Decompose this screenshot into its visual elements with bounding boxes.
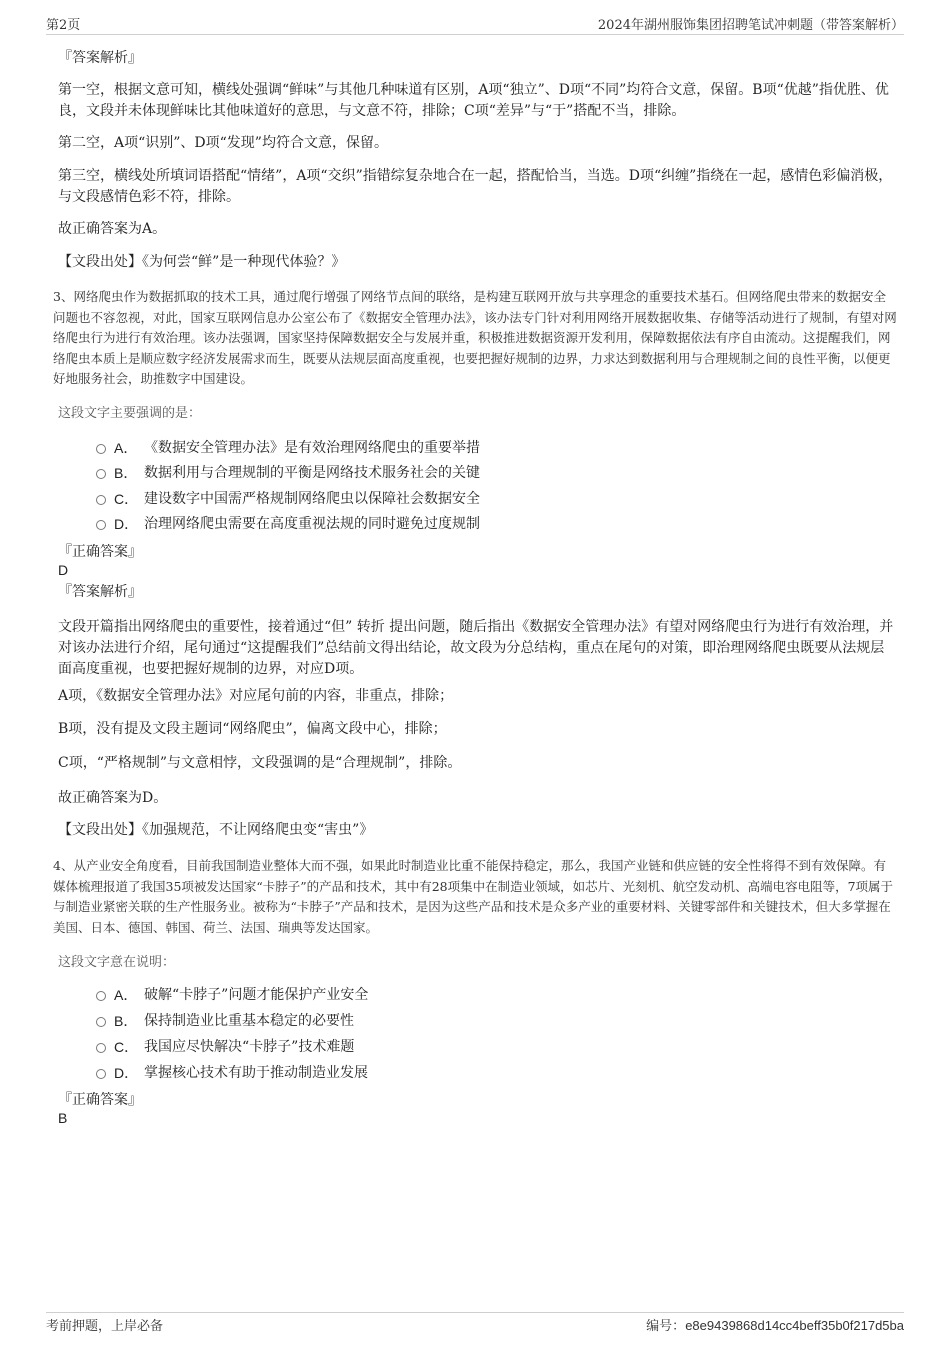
option-text: 掌握核心技术有助于推动制造业发展 (144, 1065, 368, 1081)
radio-button[interactable] (96, 444, 106, 454)
option-key: A． (114, 440, 138, 456)
option-text: 治理网络爬虫需要在高度重视法规的同时避免过度规制 (144, 516, 480, 532)
radio-button[interactable] (96, 1043, 106, 1053)
radio-button[interactable] (96, 1069, 106, 1079)
option-b[interactable] (96, 463, 796, 485)
option-a[interactable] (96, 985, 796, 1007)
option-text: 数据利用与合理规制的平衡是网络技术服务社会的关键 (144, 465, 480, 481)
analysis-conclusion: 故正确答案为D。 (58, 790, 168, 806)
question-prompt: 这段文字主要强调的是： (58, 406, 202, 421)
radio-button[interactable] (96, 495, 106, 505)
radio-button[interactable] (96, 520, 106, 530)
radio-button[interactable] (96, 1017, 106, 1027)
code-value: e8e9439868d14cc4beff35b0f217d5ba (685, 1318, 904, 1333)
analysis-paragraph: 第一空，根据文意可知，横线处强调“鲜味”与其他几种味道有区别，A项“独立”、D项“不同”均符合文意，保留。B项“优越”指优胜、优良，文段并未体现鲜味比其他味道好的意思，与文意不符，排除；C项“差异”与“于”搭配不当，排除。 (58, 82, 889, 119)
analysis-paragraph: 第三空，横线处所填词语搭配“情绪”，A项“交织”指错综复杂地合在一起，搭配恰当，当选。D项“纠缠”指绕在一起，感情色彩偏消极，与文段感情色彩不符，排除。 (58, 168, 893, 205)
option-d[interactable] (96, 1063, 796, 1085)
option-c[interactable] (96, 1037, 796, 1059)
document-code (646, 1315, 904, 1334)
option-a[interactable] (96, 438, 796, 460)
option-text: 我国应尽快解决“卡脖子”技术难题 (144, 1039, 355, 1055)
analysis-paragraph: C项，“严格规制”与文意相悖，文段强调的是“合理规制”，排除。 (58, 755, 462, 771)
correct-answer: D (58, 562, 69, 578)
analysis-paragraph: B项，没有提及文段主题词“网络爬虫”，偏离文段中心，排除； (58, 721, 447, 737)
option-key: D． (114, 1065, 139, 1081)
option-text: 保持制造业比重基本稳定的必要性 (144, 1013, 354, 1029)
option-key: C． (114, 491, 139, 507)
page-header (46, 14, 904, 35)
option-key: C． (114, 1039, 139, 1055)
code-label: 编号： (646, 1318, 686, 1333)
option-text: 建设数字中国需严格规制网络爬虫以保障社会数据安全 (144, 491, 480, 507)
radio-button[interactable] (96, 469, 106, 479)
analysis-paragraph: 文段开篇指出网络爬虫的重要性，接着通过“但” 转折 提出问题，随后指出《数据安全管理办法》有望对网络爬虫行为进行有效治理，并对该办法进行介绍，尾句通过“这提醒我们”总结前文得出结论，故文段为分总结构，重点在尾句的对策，即治理网络爬虫既要从法规层面高度重视，也要把握好规制的边界，对应D项。 (58, 619, 894, 677)
document-title: 2024年湖州服饰集团招聘笔试冲刺题（带答案解析） (597, 18, 904, 33)
option-c[interactable] (96, 489, 796, 511)
option-b[interactable] (96, 1011, 796, 1033)
option-text: 《数据安全管理办法》是有效治理网络爬虫的重要举措 (144, 440, 480, 456)
page-number: 第2页 (46, 18, 81, 33)
option-key: B． (114, 1013, 138, 1029)
option-text: 破解“卡脖子”问题才能保护产业安全 (144, 987, 369, 1003)
footer-slogan: 考前押题，上岸必备 (46, 1319, 164, 1334)
option-key: A． (114, 987, 138, 1003)
correct-answer-label: 『正确答案』 (58, 1092, 142, 1108)
option-key: D． (114, 516, 139, 532)
radio-button[interactable] (96, 991, 106, 1001)
option-key: B． (114, 465, 138, 481)
question-text: 4、从产业安全角度看，目前我国制造业整体大而不强，如果此时制造业比重不能保持稳定，那么，我国产业链和供应链的安全性将得不到有效保障。有媒体梳理报道了我国35项被发达国家“卡脖子”的产品和技术，其中有28项集中在制造业领域，如芯片、光刻机、航空发动机、高端电容电阻等，7项属于与制造业紧密关联的生产性服务业。被称为“卡脖子”产品和技术，是因为这些产品和技术是众多产业的重要材料、关键零部件和关键技术，但大多掌握在美国、日本、德国、韩国、荷兰、法国、瑞典等发达国家。 (53, 858, 894, 935)
source-citation: 【文段出处】《为何尝“鲜”是一种现代体验？》 (58, 254, 346, 270)
question-prompt: 这段文字意在说明： (58, 955, 176, 970)
correct-answer: B (58, 1110, 68, 1126)
source-citation: 【文段出处】《加强规范，不让网络爬虫变“害虫”》 (58, 822, 374, 838)
correct-answer-label: 『正确答案』 (58, 544, 142, 560)
question-text: 3、网络爬虫作为数据抓取的技术工具，通过爬行增强了网络节点间的联络，是构建互联网开放与共享理念的重要技术基石。但网络爬虫带来的数据安全问题也不容忽视，对此，国家互联网信息办公室公布了《数据安全管理办法》，该办法专门针对利用网络开展数据收集、存储等活动进行了规制，有望对网络爬虫行为进行有效治理。该办法强调，国家坚持保障数据安全与发展并重，积极推进数据资源开发利用，保障数据依法有序自由流动。这提醒我们，网络爬虫本质上是顺应数字经济发展需求而生，既要从法规层面高度重视，也要把握好规制的边界，力求达到数据利用与合理规制之间的良性平衡，以便更好地服务社会，助推数字中国建设。 (53, 289, 897, 386)
analysis-conclusion: 故正确答案为A。 (58, 221, 167, 237)
analysis-label: 『答案解析』 (58, 50, 142, 66)
page-footer (46, 1312, 904, 1337)
analysis-paragraph: A项，《数据安全管理办法》对应尾句前的内容，非重点，排除； (58, 688, 454, 704)
option-d[interactable] (96, 514, 796, 536)
analysis-label: 『答案解析』 (58, 584, 142, 600)
analysis-paragraph: 第二空，A项“识别”、D项“发现”均符合文意，保留。 (58, 135, 388, 151)
